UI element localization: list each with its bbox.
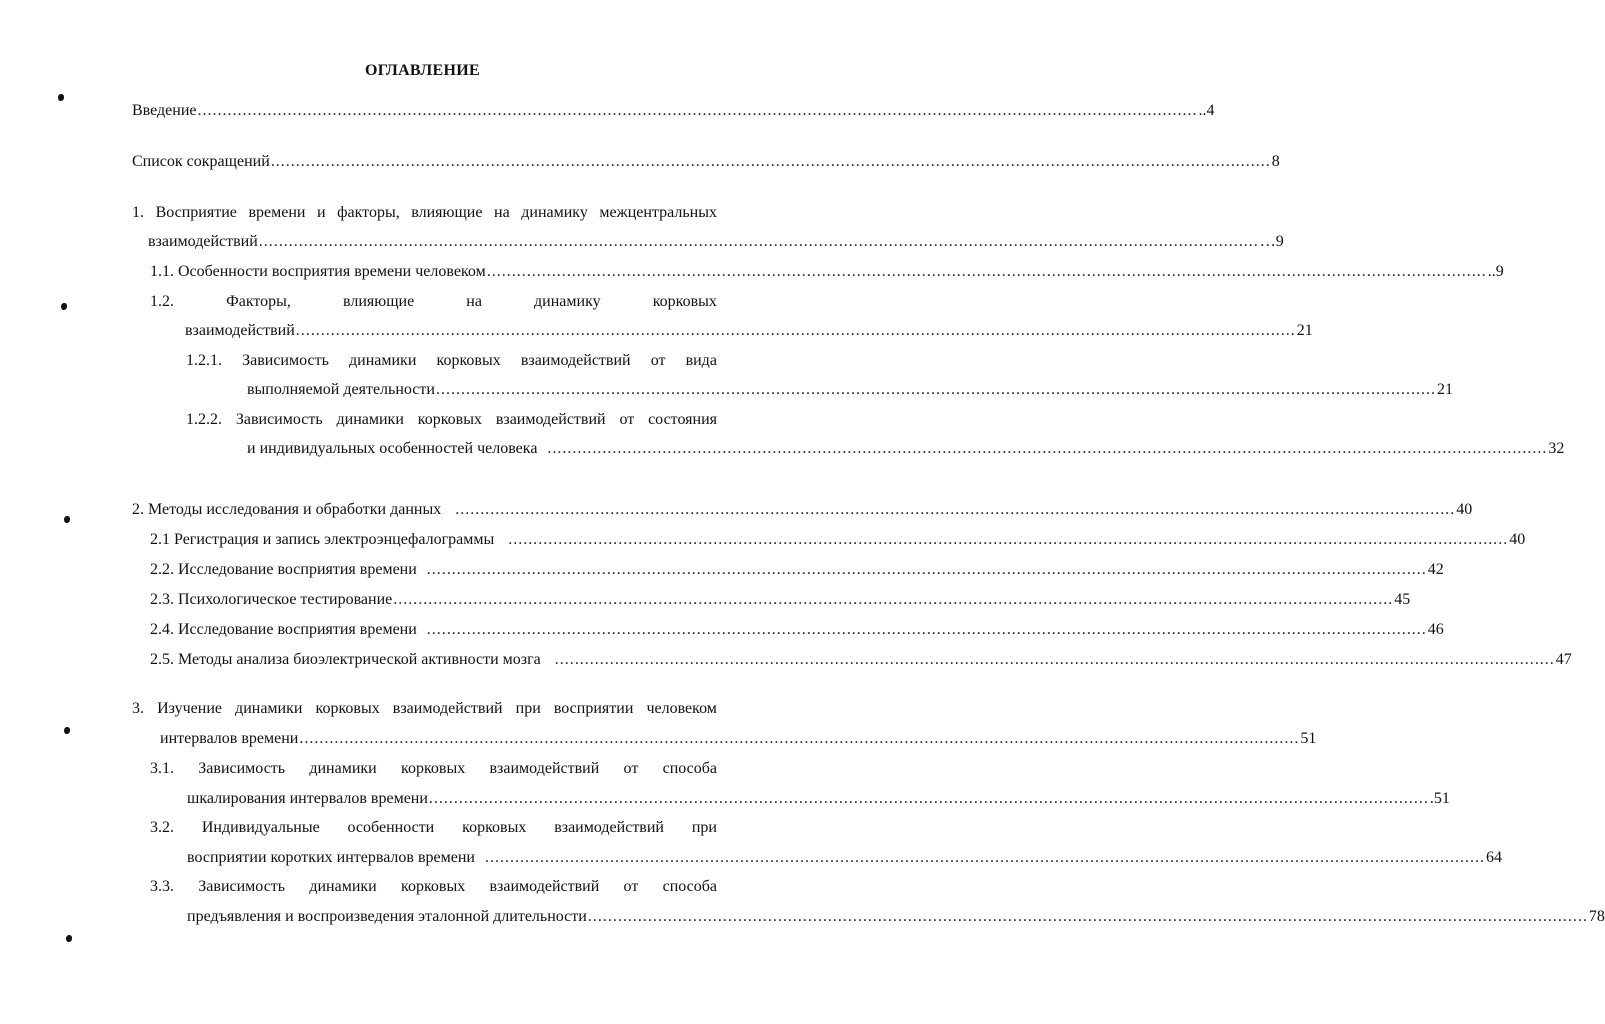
toc-word: корковых [436,352,501,369]
toc-word: корковых [315,700,380,717]
toc-word: 3.2. [150,819,174,836]
toc-page-number: .51 [1429,790,1450,807]
toc-word: восприятии [553,700,634,717]
toc-label: 2.4. Исследование восприятия времени [150,621,417,638]
toc-entry-intro [132,101,1215,121]
toc-word: 1. [132,204,144,221]
leader-dots: ........................................................................................................................................................................................................ [455,501,1456,518]
toc-word: взаимодействий [392,700,503,717]
toc-page-number: 64 [1485,849,1502,866]
toc-word: от [623,878,639,895]
toc-word: динамики [336,411,404,428]
toc-word: Индивидуальные [201,819,320,836]
toc-label: взаимодействий [185,322,295,339]
toc-page-number: ..4 [1198,102,1215,119]
toc-entry-2-5 [150,650,1572,670]
toc-entry-1-1 [150,262,1504,282]
toc-label: 2.3. Психологическое тестирование [150,591,393,608]
toc-entry-2-4 [150,620,1444,640]
toc-chapter-1-line1 [132,203,717,223]
toc-label: выполняемой деятельности [247,381,435,398]
toc-word: динамики [349,352,417,369]
toc-label: Введение [132,102,197,119]
toc-word: взаимодействий [520,352,631,369]
toc-chapter-3-line2 [160,729,1317,749]
toc-page-number: 51 [1300,730,1317,747]
toc-entry-1-2-line1 [150,292,717,312]
leader-dots: ........................................................................................................................................................................................................ [547,440,1548,457]
toc-page-number: 8 [1271,153,1280,170]
toc-word: Зависимость [198,760,286,777]
toc-word: 1.2.1. [186,352,222,369]
toc-word: динамики [309,760,377,777]
toc-entry-1-2-line2 [185,321,1313,341]
toc-page-number: 47 [1555,651,1572,668]
toc-word: Факторы, [226,293,291,310]
toc-entry-3-2-line1 [150,818,717,838]
toc-word: и [317,204,326,221]
toc-entry-1-2-2-line2 [247,439,1565,459]
leader-dots: ........................................................................................................................................................................................................ [587,908,1588,925]
toc-word: корковых [652,293,717,310]
toc-word: корковых [462,819,527,836]
leader-dots: ........................................................................................................................................................................................................ [197,102,1198,119]
toc-word: при [515,700,541,717]
leader-dots: ........................................................................................................................................................................................................ [295,322,1296,339]
toc-page-number: 40 [1509,531,1526,548]
leader-dots: ........................................................................................................................................................................................................ [486,263,1487,280]
toc-word: времени [248,204,306,221]
toc-label: предъявления и воспроизведения эталонной длительности [187,908,587,925]
toc-word: способа [662,760,717,777]
toc-word: 3.1. [150,760,174,777]
toc-entry-3-1-line1 [150,759,717,779]
toc-chapter-1-line2 [148,232,1284,252]
leader-dots: ........................................................................................................................................................................................................ [426,561,1427,578]
toc-entry-1-2-2-line1 [186,410,717,430]
toc-word: 3.3. [150,878,174,895]
scan-mark [61,303,67,310]
toc-word: взаимодействий [495,411,606,428]
toc-chapter-3-line1 [132,699,717,719]
toc-word: взаимодействий [554,819,664,836]
toc-label: 1.1. Особенности восприятия времени человеком [150,263,486,280]
toc-entry-3-3-line1 [150,877,717,897]
toc-word: вида [685,352,717,369]
toc-page-number: 21 [1296,322,1313,339]
toc-page-number: 21 [1436,381,1453,398]
toc-label: шкалирования интервалов времени [187,790,428,807]
toc-label: и индивидуальных особенностей человека [247,440,538,457]
scan-mark [64,516,70,523]
leader-dots: ........................................................................................................................................................................................................ [270,153,1271,170]
toc-word: человеком [646,700,717,717]
toc-entry-2-1 [150,530,1526,550]
toc-chapter-2 [132,500,1473,520]
toc-entry-1-2-1-line1 [186,351,717,371]
toc-label: 2.1 Регистрация и запись электроэнцефалограммы [150,531,495,548]
toc-entry-2-2 [150,560,1444,580]
leader-dots: ........................................................................................................................................................................................................ [258,233,1259,250]
toc-word: динамики [235,700,303,717]
leader-dots: ........................................................................................................................................................................................................ [508,531,1509,548]
toc-word: на [466,293,482,310]
toc-entry-1-2-1-line2 [247,380,1453,400]
toc-word: состояния [648,411,717,428]
toc-entry-3-2-line2 [187,848,1502,868]
leader-dots: ........................................................................................................................................................................................................ [484,849,1485,866]
toc-word: взаимодействий [489,878,600,895]
toc-label: 2.2. Исследование восприятия времени [150,561,417,578]
toc-word: 1.2.2. [186,411,222,428]
toc-word: при [691,819,717,836]
toc-word: 1.2. [150,293,174,310]
toc-word: взаимодействий [489,760,600,777]
toc-word: динамику [534,293,601,310]
toc-word: Восприятие [155,204,237,221]
toc-page-number: 45 [1394,591,1411,608]
leader-dots: ........................................................................................................................................................................................................ [393,591,1394,608]
toc-word: Изучение [157,700,222,717]
toc-word: от [619,411,635,428]
toc-label: интервалов времени [160,730,299,747]
toc-page-number: 78 [1588,908,1605,925]
toc-entry-3-3-line2 [187,907,1605,927]
toc-label: взаимодействий [148,233,258,250]
toc-page-number: 46 [1427,621,1444,638]
toc-word: особенности [347,819,435,836]
toc-word: факторы, [337,204,400,221]
toc-word: способа [662,878,717,895]
leader-dots: ........................................................................................................................................................................................................ [435,381,1436,398]
toc-word: корковых [401,760,466,777]
scan-mark [66,935,72,942]
toc-word: Зависимость [198,878,286,895]
toc-page-number: …9 [1259,233,1284,250]
toc-label: 2.5. Методы анализа биоэлектрической активности мозга [150,651,541,668]
toc-word: от [623,760,639,777]
toc-word: влияющие [411,204,483,221]
toc-entry-2-3 [150,590,1411,610]
toc-word: Зависимость [235,411,323,428]
leader-dots: ........................................................................................................................................................................................................ [426,621,1427,638]
toc-label: восприятии коротких интервалов времени [187,849,475,866]
toc-word: на [494,204,510,221]
leader-dots: ........................................................................................................................................................................................................ [554,651,1555,668]
toc-page-number: 40 [1456,501,1473,518]
scan-mark [58,94,64,101]
toc-word: влияющие [343,293,415,310]
toc-word: межцентральных [599,204,717,221]
toc-page-number: ..9 [1487,263,1504,280]
toc-entry-3-1-line2 [187,789,1450,809]
toc-page-number: 42 [1427,561,1444,578]
toc-word: корковых [417,411,482,428]
toc-entry-abbreviations [132,152,1280,172]
page-title: ОГЛАВЛЕНИЕ [365,62,480,79]
toc-word: динамики [309,878,377,895]
toc-label: Список сокращений [132,153,270,170]
leader-dots: ........................................................................................................................................................................................................ [428,790,1429,807]
leader-dots: ........................................................................................................................................................................................................ [299,730,1300,747]
toc-word: 3. [132,700,144,717]
toc-word: Зависимость [242,352,329,369]
toc-page-number: 32 [1548,440,1565,457]
toc-label: 2. Методы исследования и обработки данных [132,501,442,518]
toc-word: корковых [401,878,466,895]
scan-mark [64,727,70,734]
toc-word: от [650,352,666,369]
toc-word: динамику [521,204,588,221]
